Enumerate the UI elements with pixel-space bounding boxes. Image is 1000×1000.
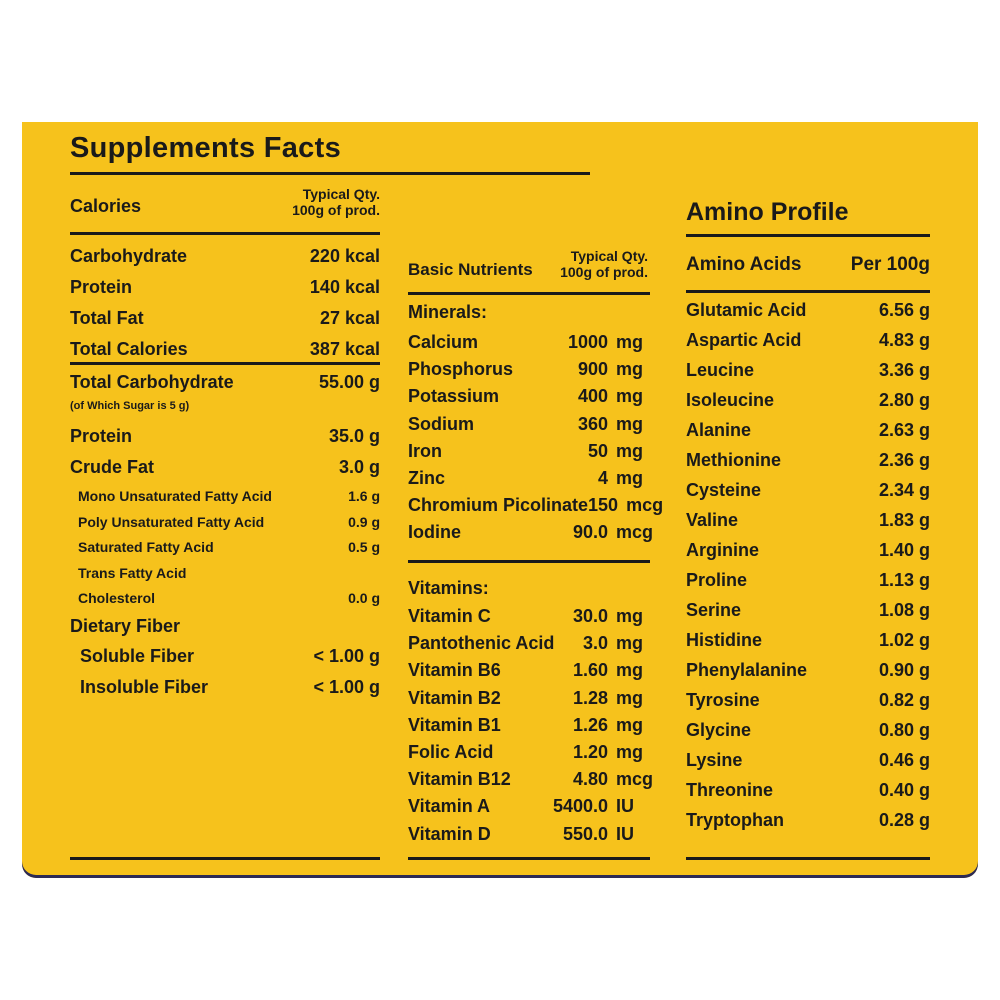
nutrient-qty: 1000 xyxy=(567,332,608,352)
nutrient-name: Lysine xyxy=(686,750,743,770)
nutrient-name: Carbohydrate xyxy=(70,246,188,266)
dietary-fiber-label: Dietary Fiber xyxy=(70,616,181,636)
calorie-row xyxy=(70,277,380,298)
nutrient-value: 2.34 g xyxy=(878,480,930,500)
nutrient-name: Insoluble Fiber xyxy=(80,677,209,697)
nutrient-name: Iron xyxy=(408,440,442,461)
nutrient-value: 1.6 g xyxy=(348,488,380,504)
nutrient-name: Pantothenic Acid xyxy=(408,633,555,654)
nutrient-unit: mcg xyxy=(626,495,664,516)
nutrient-amount xyxy=(578,386,650,407)
nutrient-value: 1.13 g xyxy=(878,570,930,590)
nutrient-unit: mg xyxy=(616,359,643,380)
nutrient-name: Potassium xyxy=(408,386,500,407)
vitamin-row xyxy=(408,688,650,709)
amino-row xyxy=(686,720,930,741)
amino-row xyxy=(686,570,930,591)
mineral-row xyxy=(408,386,650,407)
mineral-row xyxy=(408,522,654,543)
nutrient-value: < 1.00 g xyxy=(313,677,380,697)
nutrient-name: Total Calories xyxy=(70,339,188,359)
nutrient-name: Protein xyxy=(70,426,133,446)
nutrient-unit: mg xyxy=(616,332,643,352)
nutrient-name: Vitamin C xyxy=(408,606,491,626)
mineral-row xyxy=(408,441,650,462)
nutrient-name: Vitamin A xyxy=(408,796,491,817)
minerals-label: Minerals: xyxy=(408,302,488,322)
nutrient-value: 6.56 g xyxy=(878,300,930,320)
nutrient-qty: 1.28 xyxy=(572,687,608,708)
col2-qty-header: Typical Qty. 100g of prod. xyxy=(560,248,648,280)
nutrient-name: Alanine xyxy=(686,420,752,440)
nutrient-value: 27 kcal xyxy=(319,308,380,328)
protein-row xyxy=(70,426,380,447)
nutrient-unit: IU xyxy=(616,823,634,844)
nutrient-qty: 30.0 xyxy=(572,606,608,626)
nutrient-name: Glutamic Acid xyxy=(686,300,807,320)
col2-header-rule xyxy=(408,292,650,295)
nutrient-name: Vitamin B12 xyxy=(408,769,511,790)
nutrient-name: Trans Fatty Acid xyxy=(78,564,187,581)
col1-header-rule xyxy=(70,232,380,235)
nutrient-name: Crude Fat xyxy=(70,457,155,477)
nutrient-amount xyxy=(598,468,650,489)
nutrient-qty: 50 xyxy=(587,440,608,461)
amino-row xyxy=(686,510,930,531)
nutrient-unit: mg xyxy=(616,468,643,488)
nutrient-amount xyxy=(568,332,650,353)
fiber-row xyxy=(70,646,380,667)
nutrient-unit: mg xyxy=(616,440,643,461)
nutrient-name: Histidine xyxy=(686,630,763,650)
nutrient-qty: 4 xyxy=(597,468,608,488)
amino-row xyxy=(686,540,930,561)
amino-row xyxy=(686,660,930,681)
nutrient-qty: 3.0 xyxy=(582,633,608,654)
nutrient-unit: mcg xyxy=(616,769,654,790)
nutrient-value: 35.0 g xyxy=(328,426,380,446)
nutrient-name: Vitamin B6 xyxy=(408,660,501,681)
mineral-row xyxy=(408,468,650,489)
col3-bottom-rule xyxy=(686,857,930,860)
vitamin-row xyxy=(408,633,650,654)
amino-row xyxy=(686,630,930,651)
nutrient-name: Soluble Fiber xyxy=(80,646,195,666)
amino-row xyxy=(686,750,930,771)
calories-rule xyxy=(70,362,380,365)
total-carbohydrate-row xyxy=(70,372,380,393)
nutrient-name: Valine xyxy=(686,510,739,530)
nutrient-value: 387 kcal xyxy=(309,339,380,359)
mineral-row xyxy=(408,414,650,435)
amino-row xyxy=(686,360,930,381)
fat-row xyxy=(70,539,380,555)
nutrient-value: 1.40 g xyxy=(878,540,930,560)
nutrient-value: 0.5 g xyxy=(348,539,380,555)
amino-row xyxy=(686,600,930,621)
col2-bottom-rule xyxy=(408,857,650,860)
nutrient-amount xyxy=(572,769,654,790)
minerals-rule xyxy=(408,560,650,563)
nutrient-name: Aspartic Acid xyxy=(686,330,802,350)
nutrient-qty: 5400.0 xyxy=(552,796,608,817)
nutrient-qty: 4.80 xyxy=(572,769,608,790)
nutrient-name: Leucine xyxy=(686,360,755,380)
amino-header-rule xyxy=(686,290,930,293)
nutrient-name: Sodium xyxy=(408,413,474,434)
amino-row xyxy=(686,480,930,501)
vitamin-row xyxy=(408,606,650,627)
nutrient-amount xyxy=(553,796,650,817)
nutrient-value: 3.36 g xyxy=(878,360,930,380)
amino-row xyxy=(686,450,930,471)
nutrient-value: 2.80 g xyxy=(878,390,930,410)
nutrient-name: Glycine xyxy=(686,720,752,740)
nutrient-amount xyxy=(563,824,650,845)
nutrient-qty: 360 xyxy=(577,413,608,434)
amino-row xyxy=(686,690,930,711)
nutrient-name: Cholesterol xyxy=(78,590,156,606)
col1-qty-header: Typical Qty. 100g of prod. xyxy=(292,186,380,218)
mineral-row xyxy=(408,332,650,353)
nutrient-amount xyxy=(588,441,650,462)
amino-profile-title: Amino Profile xyxy=(686,198,849,226)
nutrient-name: Arginine xyxy=(686,540,760,560)
amino-header-right: Per 100g xyxy=(850,254,930,275)
nutrient-qty: 1.26 xyxy=(572,714,608,735)
nutrient-amount xyxy=(572,522,654,543)
nutrient-value: 0.82 g xyxy=(878,690,930,710)
vitamin-row xyxy=(408,796,650,817)
calories-header: Calories xyxy=(70,196,142,216)
fiber-row xyxy=(70,677,380,698)
nutrient-name: Cysteine xyxy=(686,480,762,500)
nutrient-qty: 150 xyxy=(588,495,619,516)
nutrient-name: Vitamin D xyxy=(408,823,491,844)
nutrient-name: Calcium xyxy=(408,332,479,352)
amino-row xyxy=(686,390,930,411)
nutrient-amount xyxy=(578,359,650,380)
nutrient-value: 55.00 g xyxy=(318,372,380,392)
nutrient-unit: mg xyxy=(616,687,643,708)
fat-row xyxy=(70,590,380,606)
nutrient-name: Tryptophan xyxy=(686,810,784,830)
calorie-row xyxy=(70,246,380,267)
amino-row xyxy=(686,420,930,441)
nutrient-qty: 1.60 xyxy=(572,660,608,681)
nutrient-qty: 400 xyxy=(577,386,608,407)
crude-fat-row xyxy=(70,457,380,478)
nutrient-unit: mg xyxy=(616,660,643,681)
fat-row xyxy=(70,565,380,581)
nutrient-name: Vitamin B2 xyxy=(408,687,501,708)
nutrient-value: 0.0 g xyxy=(348,590,380,606)
nutrient-amount xyxy=(573,660,650,681)
nutrient-unit: mg xyxy=(616,633,643,654)
nutrient-value: < 1.00 g xyxy=(313,646,380,666)
nutrient-name: Serine xyxy=(686,600,742,620)
amino-row xyxy=(686,330,930,351)
nutrient-value: 0.28 g xyxy=(878,810,930,830)
amino-row xyxy=(686,810,930,831)
nutrient-value: 0.9 g xyxy=(348,513,380,530)
nutrient-value: 1.83 g xyxy=(878,510,930,530)
nutrient-qty: 550.0 xyxy=(562,823,608,844)
nutrient-name: Iodine xyxy=(408,522,461,543)
nutrient-name: Tyrosine xyxy=(686,690,760,710)
nutrient-name: Threonine xyxy=(686,780,774,800)
nutrient-amount xyxy=(583,633,650,654)
nutrient-qty: 90.0 xyxy=(572,522,608,543)
nutrient-qty: 1.20 xyxy=(572,742,608,762)
nutrient-name: Phosphorus xyxy=(408,359,514,380)
nutrient-name: Phenylalanine xyxy=(686,660,808,680)
nutrient-value: 0.90 g xyxy=(878,660,930,680)
nutrient-name: Isoleucine xyxy=(686,390,775,410)
nutrient-value: 3.0 g xyxy=(338,457,380,477)
nutrient-amount xyxy=(573,688,650,709)
vitamin-row xyxy=(408,824,650,845)
nutrient-amount xyxy=(578,414,650,435)
nutrient-name: Saturated Fatty Acid xyxy=(78,539,214,555)
calorie-row xyxy=(70,308,380,329)
mineral-row xyxy=(408,359,650,380)
nutrient-name: Zinc xyxy=(408,468,446,488)
nutrient-unit: mg xyxy=(616,742,643,762)
nutrient-name: Vitamin B1 xyxy=(408,714,501,735)
nutrient-value: 0.40 g xyxy=(878,780,930,800)
nutrient-value: 1.02 g xyxy=(878,630,930,650)
nutrient-value: 2.63 g xyxy=(878,420,930,440)
fat-row xyxy=(70,488,380,504)
vitamin-row xyxy=(408,660,650,681)
calorie-row xyxy=(70,339,380,360)
nutrient-qty: 900 xyxy=(577,359,608,380)
amino-header xyxy=(686,254,930,276)
nutrient-name: Total Fat xyxy=(70,308,144,328)
nutrient-unit: IU xyxy=(616,796,634,817)
nutrient-unit: mcg xyxy=(616,522,654,543)
nutrient-value: 140 kcal xyxy=(309,277,380,297)
nutrient-amount xyxy=(588,495,664,516)
nutrient-value: 1.08 g xyxy=(878,600,930,620)
amino-header-left: Amino Acids xyxy=(686,254,802,275)
nutrient-value: 0.80 g xyxy=(878,720,930,740)
supplement-facts-panel xyxy=(22,122,978,878)
nutrient-unit: mg xyxy=(616,714,643,735)
nutrient-unit: mg xyxy=(616,606,643,626)
vitamins-label: Vitamins: xyxy=(408,578,489,598)
fat-row xyxy=(70,514,380,530)
nutrient-unit: mg xyxy=(616,386,643,407)
vitamin-row xyxy=(408,742,650,763)
nutrient-name: Chromium Picolinate xyxy=(408,495,589,516)
nutrient-name: Proline xyxy=(686,570,748,590)
amino-row xyxy=(686,780,930,801)
page-title: Supplements Facts xyxy=(70,132,341,164)
vitamin-row xyxy=(408,769,654,790)
amino-row xyxy=(686,300,930,321)
basic-nutrients-header: Basic Nutrients xyxy=(408,260,533,279)
nutrient-amount xyxy=(573,742,650,763)
nutrient-value: 4.83 g xyxy=(878,330,930,350)
sugar-note: (of Which Sugar is 5 g) xyxy=(70,400,190,412)
vitamin-row xyxy=(408,715,650,736)
nutrient-name: Folic Acid xyxy=(408,742,494,762)
nutrient-amount xyxy=(573,606,650,627)
amino-title-rule xyxy=(686,234,930,237)
nutrient-name: Mono Unsaturated Fatty Acid xyxy=(78,488,272,504)
nutrient-value: 2.36 g xyxy=(878,450,930,470)
nutrient-name: Protein xyxy=(70,277,133,297)
nutrient-name: Total Carbohydrate xyxy=(70,372,234,392)
nutrient-value: 220 kcal xyxy=(309,246,380,266)
title-rule xyxy=(70,172,590,175)
nutrient-name: Poly Unsaturated Fatty Acid xyxy=(78,513,265,530)
nutrient-unit: mg xyxy=(616,413,643,434)
col1-bottom-rule xyxy=(70,857,380,860)
mineral-row xyxy=(408,495,664,516)
nutrient-amount xyxy=(573,715,650,736)
nutrient-value: 0.46 g xyxy=(878,750,930,770)
nutrient-name: Methionine xyxy=(686,450,781,470)
